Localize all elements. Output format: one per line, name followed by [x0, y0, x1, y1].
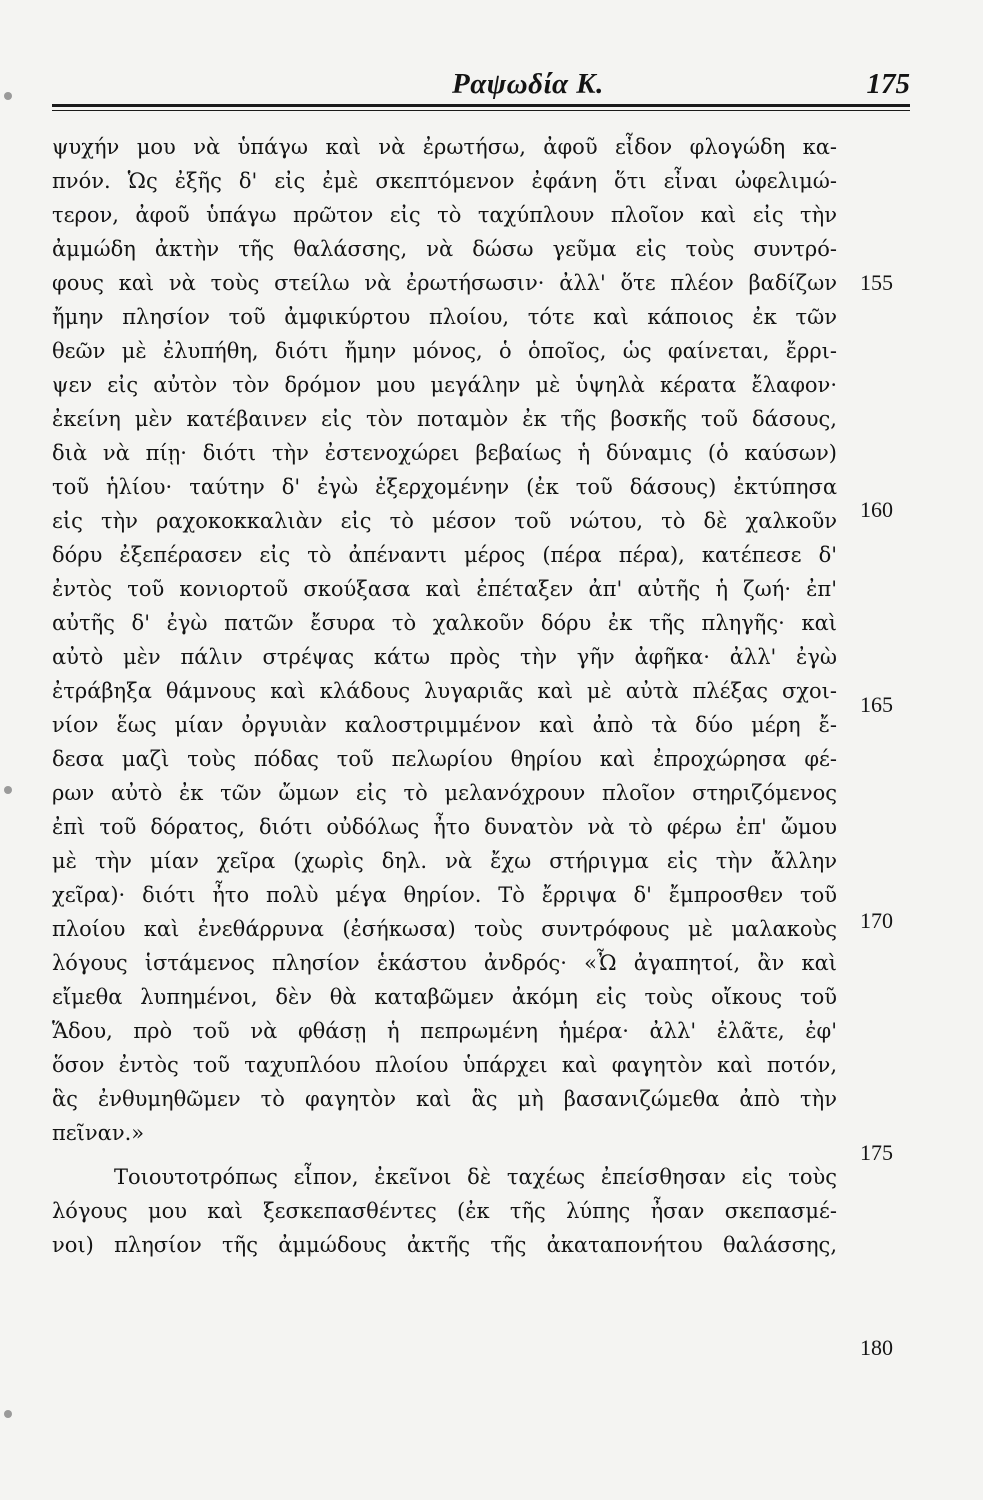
- line-number: 160: [860, 497, 893, 522]
- text-line: δεσα μαζὶ τοὺς πόδας τοῦ πελωρίου θηρίου καὶ ἐπροχώρησα φέ-: [52, 747, 837, 771]
- text-line: εἴμεθα λυπημένοι, δὲν θὰ καταβῶμεν ἀκόμη εἰς τοὺς οἴκους τοῦ: [52, 985, 837, 1009]
- line-number: 165: [860, 692, 893, 717]
- chapter-title: Ραψωδία Κ.: [452, 68, 604, 100]
- text-line: μὲ τὴν μίαν χεῖρα (χωρὶς δηλ. νὰ ἔχω στήριγμα εἰς τὴν ἄλλην: [52, 849, 837, 873]
- text-line: ψεν εἰς αὐτὸν τὸν δρόμον μου μεγάλην μὲ ὑψηλὰ κέρατα ἔλαφον·: [52, 373, 837, 397]
- line-number: 155: [860, 270, 893, 295]
- binding-hole-mark: [4, 786, 12, 794]
- text-line: νοι) πλησίον τῆς ἀμμώδους ἀκτῆς τῆς ἀκαταπονήτου θαλάσσης,: [52, 1233, 837, 1257]
- text-line: αὐτὸ μὲν πάλιν στρέψας κάτω πρὸς τὴν γῆν ἀφῆκα· ἀλλ' ἐγὼ: [52, 645, 837, 669]
- header-rule-thin: [52, 110, 910, 111]
- text-line: ὅσον ἐντὸς τοῦ ταχυπλόου πλοίου ὑπάρχει καὶ φαγητὸν καὶ ποτόν,: [52, 1053, 837, 1077]
- line-number: 175: [860, 1140, 893, 1165]
- page-number: 175: [866, 68, 910, 100]
- running-head: [52, 68, 910, 104]
- text-line: τερον, ἀφοῦ ὑπάγω πρῶτον εἰς τὸ ταχύπλουν πλοῖον καὶ εἰς τὴν: [52, 203, 837, 227]
- text-line: διὰ νὰ πίῃ· διότι τὴν ἐστενοχώρει βεβαίως ἡ δύναμις (ὁ καύσων): [52, 441, 837, 465]
- text-line: ψυχήν μου νὰ ὑπάγω καὶ νὰ ἐρωτήσω, ἀφοῦ εἶδον φλογώδη κα-: [52, 135, 837, 159]
- text-line: ρων αὐτὸ ἐκ τῶν ὤμων εἰς τὸ μελανόχρουν πλοῖον στηριζόμενος: [52, 781, 837, 805]
- text-line: Ἅδου, πρὸ τοῦ νὰ φθάσῃ ἡ πεπρωμένη ἡμέρα· ἀλλ' ἐλᾶτε, ἐφ': [52, 1019, 837, 1043]
- text-line: πλοίου καὶ ἐνεθάρρυνα (ἐσήκωσα) τοὺς συντρόφους μὲ μαλακοὺς: [52, 917, 837, 941]
- text-line: ἐντὸς τοῦ κονιορτοῦ σκούξασα καὶ ἐπέταξεν ἀπ' αὐτῆς ἡ ζωή· ἐπ': [52, 577, 837, 601]
- line-number: 180: [860, 1335, 893, 1360]
- text-line: θεῶν μὲ ἐλυπήθη, διότι ἤμην μόνος, ὁ ὁποῖος, ὡς φαίνεται, ἔρρι-: [52, 339, 837, 363]
- text-line: χεῖρα)· διότι ἦτο πολὺ μέγα θηρίον. Τὸ ἔρριψα δ' ἔμπροσθεν τοῦ: [52, 883, 837, 907]
- text-line: ἐτράβηξα θάμνους καὶ κλάδους λυγαριᾶς καὶ μὲ αὐτὰ πλέξας σχοι-: [52, 679, 837, 703]
- text-line: φους καὶ νὰ τοὺς στείλω νὰ ἐρωτήσωσιν· ἀλλ' ὅτε πλέον βαδίζων: [52, 271, 837, 295]
- text-line: ἐπὶ τοῦ δόρατος, διότι οὐδόλως ἦτο δυνατὸν νὰ τὸ φέρω ἐπ' ὤμου: [52, 815, 837, 839]
- text-line: πνόν. Ὡς ἐξῆς δ' εἰς ἐμὲ σκεπτόμενον ἐφάνη ὅτι εἶναι ὠφελιμώ-: [52, 169, 837, 193]
- text-line: νίον ἕως μίαν ὀργυιὰν καλοστριμμένον καὶ ἀπὸ τὰ δύο μέρη ἔ-: [52, 713, 837, 737]
- text-line: πεῖναν.»: [52, 1121, 145, 1145]
- binding-hole-mark: [4, 1410, 12, 1418]
- binding-hole-mark: [4, 92, 12, 100]
- text-line: ἃς ἐνθυμηθῶμεν τὸ φαγητὸν καὶ ἃς μὴ βασανιζώμεθα ἀπὸ τὴν: [52, 1087, 837, 1111]
- text-line: λόγους ἱστάμενος πλησίον ἑκάστου ἀνδρός· «Ὦ ἀγαπητοί, ἂν καὶ: [52, 951, 837, 975]
- text-line: τοῦ ἡλίου· ταύτην δ' ἐγὼ ἐξερχομένην (ἐκ τοῦ δάσους) ἐκτύπησα: [52, 475, 837, 499]
- text-line: ἀμμώδη ἀκτὴν τῆς θαλάσσης, νὰ δώσω γεῦμα εἰς τοὺς συντρό-: [52, 237, 837, 261]
- text-line: ἐκείνη μὲν κατέβαινεν εἰς τὸν ποταμὸν ἐκ τῆς βοσκῆς τοῦ δάσους,: [52, 407, 837, 431]
- text-line: Τοιουτοτρόπως εἶπον, ἐκεῖνοι δὲ ταχέως ἐπείσθησαν εἰς τοὺς: [114, 1165, 837, 1189]
- text-line: ἤμην πλησίον τοῦ ἀμφικύρτου πλοίου, τότε καὶ κάποιος ἐκ τῶν: [52, 305, 837, 329]
- text-line: εἰς τὴν ραχοκοκκαλιὰν εἰς τὸ μέσον τοῦ νώτου, τὸ δὲ χαλκοῦν: [52, 509, 837, 533]
- header-rule-thick: [52, 104, 910, 107]
- text-line: αὐτῆς δ' ἐγὼ πατῶν ἔσυρα τὸ χαλκοῦν δόρυ ἐκ τῆς πληγῆς· καὶ: [52, 611, 837, 635]
- text-line: λόγους μου καὶ ξεσκεπασθέντες (ἐκ τῆς λύπης ἦσαν σκεπασμέ-: [52, 1199, 837, 1223]
- line-number: 170: [860, 908, 893, 933]
- text-line: δόρυ ἐξεπέρασεν εἰς τὸ ἀπέναντι μέρος (πέρα πέρα), κατέπεσε δ': [52, 543, 837, 567]
